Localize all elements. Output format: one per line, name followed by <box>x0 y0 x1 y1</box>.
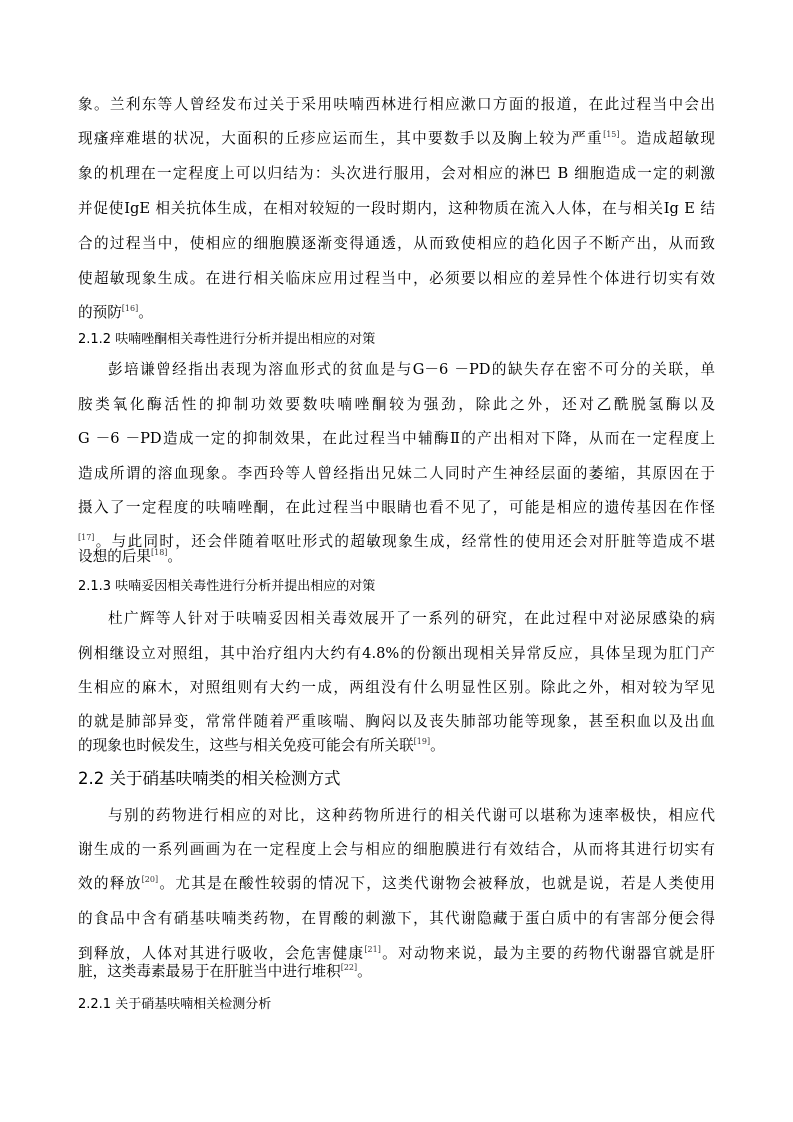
text-run: 。与此同时，还会伴随着呕吐形式的超敏现象生成，经常性的使用还会对肝脏等造成不堪 <box>94 533 715 550</box>
text-line <box>78 944 715 964</box>
citation-marker: [19] <box>413 737 431 746</box>
text-run: 到释放，人体对其进行吸收，会危害健康 <box>78 945 365 962</box>
text-run: 彭培谦曾经指出表现为溶血形式的贫血是与G－6 －PD的缺失存在密不可分的关联，单 <box>108 361 715 378</box>
text-run: 象。兰利东等人曾经发布过关于采用呋喃西林进行相应漱口方面的报道，在此过程当中会出 <box>78 96 715 113</box>
text-line <box>78 547 715 567</box>
text-run: G －6 －PD造成一定的抑制效果，在此过程当中辅酶Ⅱ的产出相对下降，从而在一定程度上 <box>78 430 715 447</box>
text-run: 合的过程当中，使相应的细胞膜逐渐变得通透，从而致使相应的趋化因子不断产出，从而致 <box>78 235 715 252</box>
text-line <box>78 962 715 982</box>
text-line <box>78 269 715 289</box>
text-line <box>78 234 715 254</box>
text-run: 。对动物来说，最为主要的药物代谢器官就是肝 <box>380 945 715 962</box>
text-line <box>78 429 715 449</box>
text-run: 2.2.1 关于硝基呋喃相关检测分析 <box>78 997 272 1012</box>
text-run: 脏，这类毒素最易于在肝脏当中进行堆积 <box>78 963 341 980</box>
text-run: 。尤其是在酸性较弱的情况下，这类代谢物会被释放，也就是说，若是人类使用 <box>158 875 715 892</box>
citation-marker: [16] <box>121 304 139 313</box>
text-line <box>78 199 715 219</box>
text-line <box>78 95 715 115</box>
citation-marker: [20] <box>141 875 159 884</box>
text-line <box>78 840 715 860</box>
citation-marker: [17] <box>78 533 95 542</box>
text-run: 使超敏现象生成。在进行相关临床应用过程当中，必须要以相应的差异性个体进行切实有效 <box>78 270 715 287</box>
citation-marker: [18] <box>150 548 168 557</box>
text-line <box>108 360 715 380</box>
text-run: 。造成超敏现 <box>619 130 715 147</box>
text-run: 并促使IgE 相关抗体生成，在相对较短的一段时期内，这种物质在流入人体，在与相关Ig E 结 <box>78 200 715 217</box>
citation-marker: [21] <box>364 945 381 954</box>
text-run: 效的释放 <box>78 875 142 892</box>
text-line <box>78 464 715 484</box>
text-line <box>78 736 715 756</box>
text-run: 设想的后果 <box>78 548 151 565</box>
text-run: 例相继设立对照组，其中治疗组内大约有4.8%的份额出现相关异常反应，具体呈现为肛门产 <box>78 645 715 662</box>
text-run: 。 <box>430 737 445 754</box>
text-line <box>78 164 715 184</box>
text-run: 谢生成的一系列画画为在一定程度上会与相应的细胞膜进行有效结合，从而将其进行切实有 <box>78 841 715 858</box>
section-heading-level3 <box>78 578 715 596</box>
text-line <box>78 874 715 894</box>
text-line <box>78 498 715 518</box>
text-line <box>108 806 715 826</box>
text-line <box>78 712 715 732</box>
text-run: 象的机理在一定程度上可以归结为：头次进行服用，会对相应的淋巴 B 细胞造成一定的刺激 <box>78 165 715 182</box>
text-line <box>108 609 715 629</box>
text-line <box>78 909 715 929</box>
section-heading-level3 <box>78 331 715 349</box>
text-line <box>78 678 715 698</box>
text-run: 造成所谓的溶血现象。李西玲等人曾经指出兄妹二人同时产生神经层面的萎缩，其原因在于 <box>78 465 715 482</box>
text-line <box>78 395 715 415</box>
text-run: 与别的药物进行相应的对比，这种药物所进行的相关代谢可以堪称为速率极快，相应代 <box>108 807 715 824</box>
text-run: 生相应的麻木，对照组则有大约一成，两组没有什么明显性区别。除此之外，相对较为罕见 <box>78 679 715 696</box>
text-line <box>78 644 715 664</box>
text-run: 。 <box>357 963 372 980</box>
text-run: 的现象也时候发生，这些与相关免疫可能会有所关联 <box>78 737 414 754</box>
text-run: 的食品中含有硝基呋喃类药物，在胃酸的刺激下，其代谢隐藏于蛋白质中的有害部分便会得 <box>78 910 715 927</box>
section-heading-level2 <box>78 768 715 790</box>
text-run: 现瘙痒难堪的状况，大面积的丘疹应运而生，其中要数手以及胸上较为严重 <box>78 130 604 147</box>
text-run: 2.1.2 呋喃唑酮相关毒性进行分析并提出相应的对策 <box>78 332 376 347</box>
section-heading-level3 <box>78 996 715 1014</box>
text-run: 。 <box>138 304 153 321</box>
text-run: 2.1.3 呋喃妥因相关毒性进行分析并提出相应的对策 <box>78 579 376 594</box>
text-run: 的预防 <box>78 304 122 321</box>
text-run: 胺类氧化酶活性的抑制功效要数呋喃唑酮较为强劲，除此之外，还对乙酰脱氢酶以及 <box>78 396 715 413</box>
text-run: 摄入了一定程度的呋喃唑酮，在此过程当中眼睛也看不见了，可能是相应的遗传基因在作怪 <box>78 499 715 516</box>
citation-marker: [22] <box>340 963 358 972</box>
citation-marker: [15] <box>603 130 620 139</box>
text-run: 2.2 关于硝基呋喃类的相关检测方式 <box>78 769 341 788</box>
text-line <box>78 129 715 149</box>
text-line <box>78 303 715 323</box>
text-run: 杜广辉等人针对于呋喃妥因相关毒效展开了一系列的研究，在此过程中对泌尿感染的病 <box>108 610 715 627</box>
text-run: 。 <box>167 548 183 565</box>
text-run: 的就是肺部异变，常常伴随着严重咳喘、胸闷以及丧失肺部功能等现象，甚至积血以及出血 <box>78 713 715 730</box>
